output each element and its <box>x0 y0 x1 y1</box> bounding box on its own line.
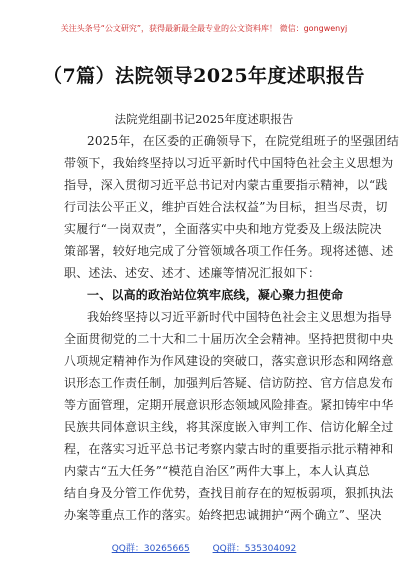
body-line: 结自身及分管工作优势，查找目前存在的短板弱项，狠抓执法 <box>64 486 394 500</box>
document-title: （7篇）法院领导2025年度述职报告 <box>42 65 366 87</box>
body-line: 行司法公平正义，维护百姓合法权益”为目标，担当尽责，切 <box>64 200 388 214</box>
body-line: 我始终坚持以习近平新时代中国特色社会主义思想为指导 <box>87 310 393 324</box>
qq-group-link-1[interactable]: QQ群：30265665 <box>111 544 190 554</box>
document-subtitle: 法院党组副书记2025年度述职报告 <box>114 112 294 126</box>
body-line: 策部署，较好地完成了分管领域各项工作任务。现将述德、述 <box>64 244 394 258</box>
document-body <box>64 130 399 526</box>
body-line: 带领下，我始终坚持以习近平新时代中国特色社会主义思想为 <box>64 156 394 170</box>
body-line: 等方面管理，定期开展意识形态领域风险排查。紧扣铸牢中华 <box>64 398 394 412</box>
section-heading: 一、以高的政治站位筑牢底线，凝心聚力担使命 <box>87 288 344 302</box>
body-line: 实履行“一岗双责”，全面落实中央和地方党委及上级法院决 <box>64 222 382 236</box>
body-line: 内蒙古“五大任务”“模范自治区”两件大事上，本人认真总 <box>64 464 370 478</box>
body-line: 识形态工作责任制，加强判后答疑、信访防控、官方信息发布 <box>64 376 394 390</box>
body-line: 八项规定精神作为作风建设的突破口，落实意识形态和网络意 <box>64 354 394 368</box>
body-line: 办案等重点工作的落实。始终把忠诚拥护“两个确立”、坚决 <box>64 508 382 522</box>
qq-group-link-2[interactable]: QQ群：535304092 <box>212 544 297 554</box>
body-line: 2025年，在区委的正确领导下，在院党组班子的坚强团结 <box>87 134 399 148</box>
body-line: 民族共同体意识主线，将其深度嵌入审判工作、信访化解全过 <box>64 420 394 434</box>
body-line: 职、述法、述安、述才、述廉等情况汇报如下： <box>64 266 321 280</box>
header-banner: 关注头条号“公文研究”，获得最新最全最专业的公文资料库！ 微信：gongwenyj <box>60 24 348 33</box>
body-line: 全面贯彻党的二十大和二十届历次全会精神。坚持把贯彻中央 <box>64 332 394 346</box>
footer-links <box>0 543 408 555</box>
body-line: 指导，深入贯彻习近平总书记对内蒙古重要指示精神，以“践 <box>64 178 388 192</box>
body-line: 程，在落实习近平总书记考察内蒙古时的重要指示批示精神和 <box>64 442 394 456</box>
